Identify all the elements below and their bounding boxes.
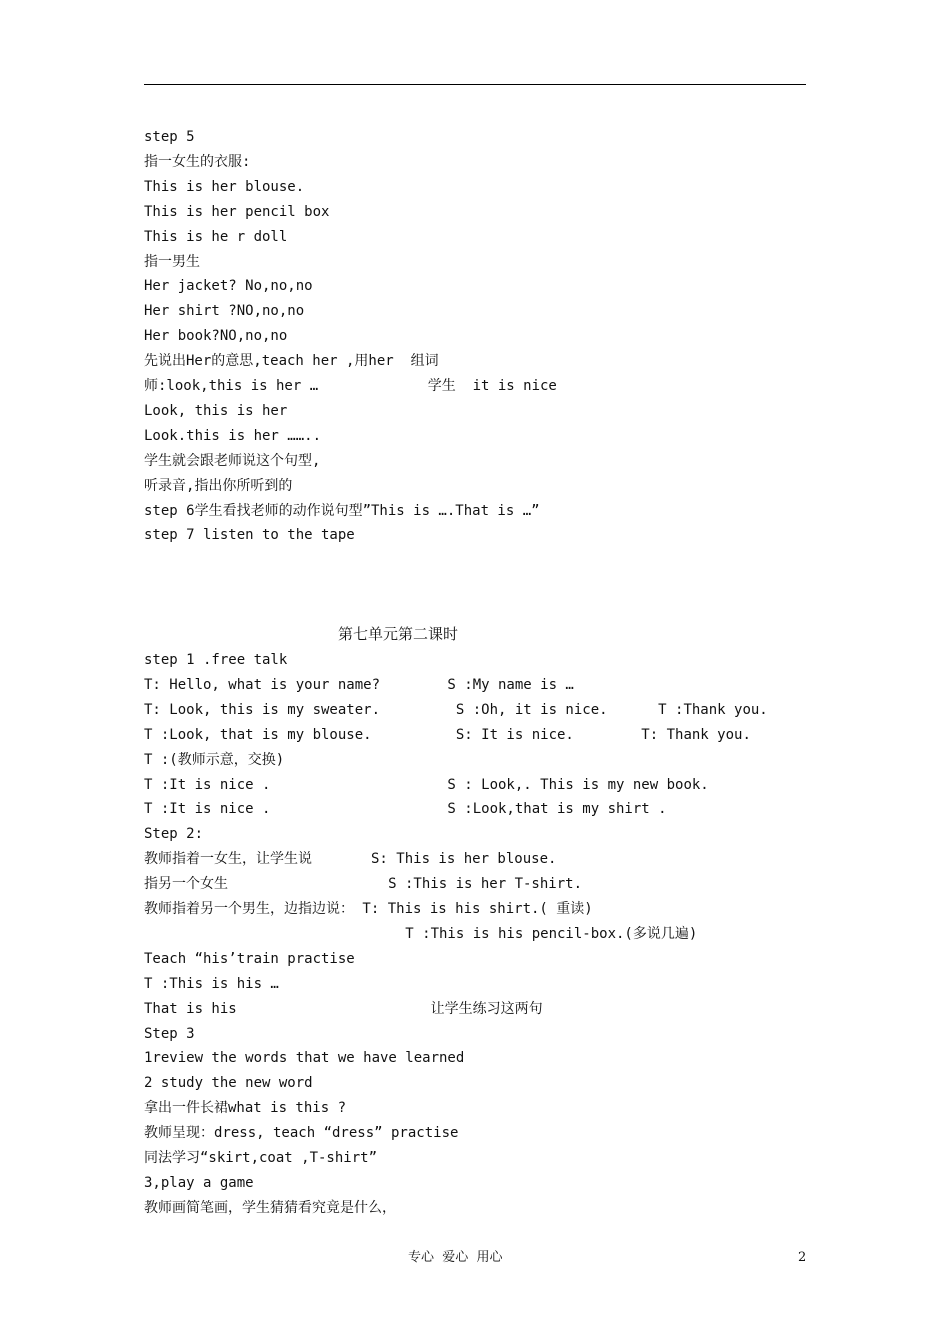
text-line: step 7 listen to the tape [144, 527, 355, 544]
text-line: This is her pencil box [144, 203, 330, 220]
text-line: That is his 让学生练习这两句 [144, 1000, 543, 1017]
text-line: T: Hello, what is your name? S :My name is … [144, 676, 574, 693]
text-line: 指一女生的衣服: [144, 153, 251, 170]
footer-text: 专心 爱心 用心 [408, 1250, 503, 1265]
text-line: Step 3 [144, 1025, 195, 1042]
page-number: 2 [798, 1250, 807, 1265]
text-line: Her jacket? No,no,no [144, 278, 313, 295]
text-line: T: Look, this is my sweater. S :Oh, it is nice. T :Thank you. [144, 701, 768, 718]
text-line: T :It is nice . S : Look,. This is my new book. [144, 776, 709, 793]
text-line: 教师呈现：dress, teach “dress” practise [144, 1125, 459, 1142]
text-line: Look.this is her …….. [144, 427, 322, 444]
text-line: T :This is his … [144, 975, 279, 992]
text-line: 拿出一件长裙what is this ? [144, 1100, 347, 1117]
text-line: Look, this is her [144, 402, 288, 419]
text-line: 指另一个女生 S :This is her T-shirt. [144, 876, 583, 893]
text-line: This is her blouse. [144, 178, 305, 195]
text-line: 1review the words that we have learned [144, 1050, 465, 1067]
text-line: 先说出Her的意思,teach her ,用her 组词 [144, 353, 439, 370]
text-line: 听录音,指出你所听到的 [144, 477, 293, 494]
text-line: Her shirt ?NO,no,no [144, 303, 305, 320]
text-line: T :This is his pencil-box.(多说几遍) [144, 925, 698, 942]
text-line: 3,play a game [144, 1174, 254, 1191]
text-line: 教师指着一女生，让学生说 S: This is her blouse. [144, 851, 557, 868]
text-line: Her book?NO,no,no [144, 328, 288, 345]
text-line: 学生就会跟老师说这个句型, [144, 452, 321, 469]
text-line: step 5 [144, 129, 195, 145]
text-line: Teach “his’train practise [144, 950, 355, 967]
text-line: T :(教师示意，交换) [144, 751, 285, 768]
text-line: T :It is nice . S :Look,that is my shirt . [144, 801, 667, 818]
text-line: 2 study the new word [144, 1075, 313, 1092]
text-line: This is he r doll [144, 228, 288, 245]
text-line: 指一男生 [144, 253, 200, 270]
text-line: 教师画简笔画，学生猜猜看究竟是什么， [144, 1199, 396, 1216]
text-line: Step 2: [144, 826, 204, 843]
header-rule [144, 84, 806, 85]
lesson-heading: 第七单元第二课时 [338, 625, 459, 643]
text-line: 教师指着另一个男生，边指边说： T: This is his shirt.( 重读) [144, 901, 593, 917]
text-line: 同法学习“skirt,coat ,T-shirt” [144, 1150, 378, 1166]
text-line: step 1 .free talk [144, 652, 288, 668]
text-line: 师:look,this is her … 学生 it is nice [144, 378, 557, 394]
text-line: step 6学生看找老师的动作说句型”This is ….That is …” [144, 502, 540, 519]
text-line: T :Look, that is my blouse. S: It is nice. T: Thank you. [144, 726, 751, 743]
